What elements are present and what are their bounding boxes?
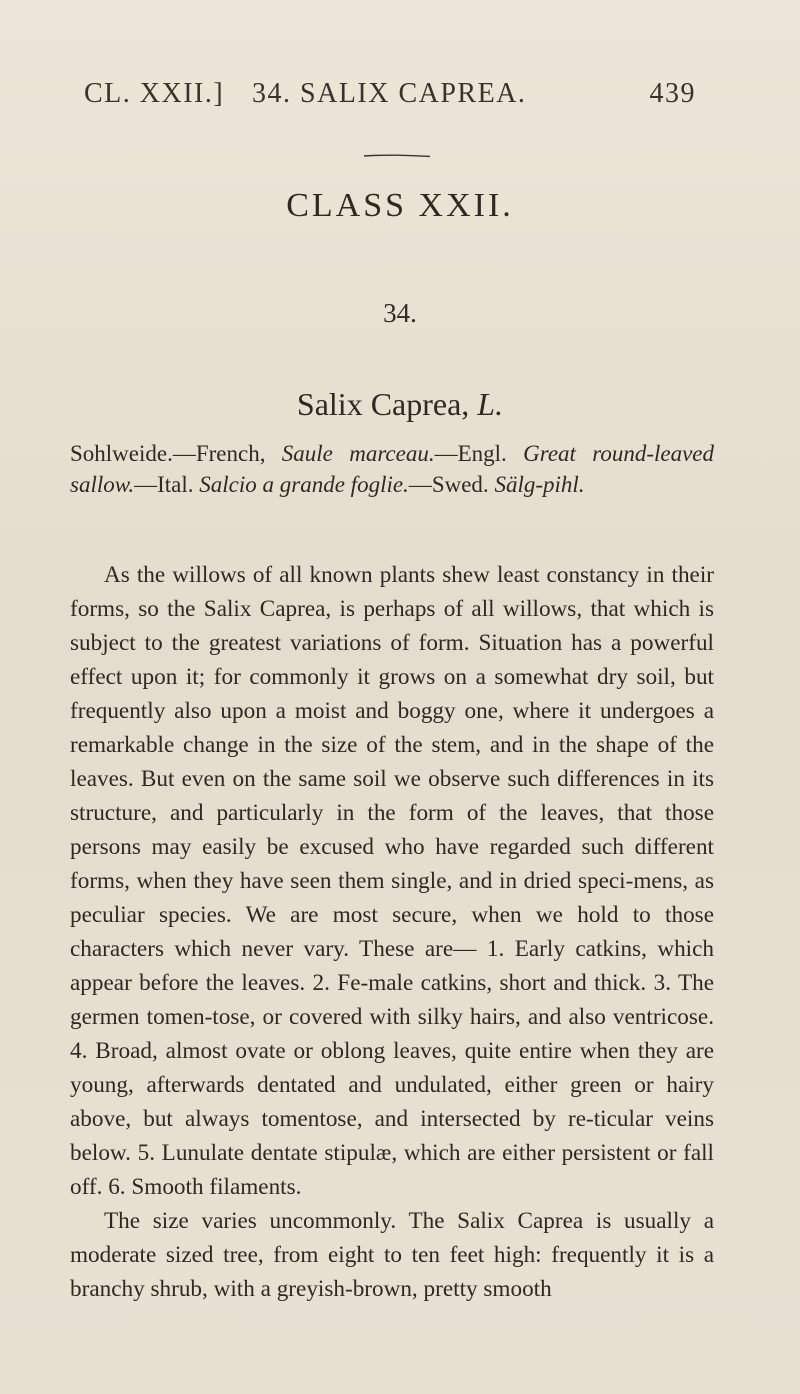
body-paragraph: The size varies uncommonly. The Salix Caprea is usually a moderate sized tree, from eight to ten feet high: frequently it is a branchy shrub, with a greyish-brown, pretty smooth xyxy=(70,1208,714,1302)
synonym-swedish-label: —Swed. xyxy=(408,472,489,497)
body-text xyxy=(70,558,714,1306)
running-head xyxy=(84,78,696,118)
synonym-french: Saule marceau. xyxy=(281,441,435,466)
species-author: L. xyxy=(477,386,504,422)
body-paragraph: As the willows of all known plants shew least constancy in their forms, so the Salix Caprea, is perhaps of all willows, that which is subject to the greatest variations of form. Situation has a powerful effect upon it; for commonly it grows on a somewhat dry soil, but frequently also upon a moist and boggy one, where it undergoes a remarkable change in the size of the stem, and in the shape of the leaves. But even on the same soil we observe such differences in its structure, and particularly in the form of the leaves, that those persons may easily be excused who have regarded such different forms, when they have seen them single, and in dried speci-mens, as peculiar species. We are most secure, when we hold to those characters which never vary. These are— 1. Early catkins, which appear before the leaves. 2. Fe-male catkins, short and thick. 3. The germen tomen-tose, or covered with silky hairs, and also ventricose. 4. Broad, almost ovate or oblong leaves, quite entire when they are young, afterwards dentated and undulated, either green or hairy above, but always tomentose, and intersected by re-ticular veins below. 5. Lunulate dentate stipulæ, which are either persistent or fall off. 6. Smooth filaments. xyxy=(70,562,714,1200)
synonyms-paragraph xyxy=(70,438,714,500)
synonym-english: Great round-leaved sallow. xyxy=(70,441,715,497)
synonym-english-label: —Engl. xyxy=(434,441,507,466)
synonym-italian: Salcio a grande foglie. xyxy=(199,472,409,497)
synonym-swedish: Sälg-pihl. xyxy=(494,472,585,497)
running-head-class: CL. XXII.] xyxy=(84,78,225,109)
class-heading: CLASS XXII. xyxy=(286,187,514,224)
synonym-german: Sohlweide.—French, xyxy=(70,441,266,466)
species-heading xyxy=(0,386,800,423)
divider-line-icon xyxy=(364,154,430,158)
species-name: Salix Caprea, xyxy=(296,386,470,422)
synonym-italian-label: —Ital. xyxy=(134,472,194,497)
running-head-title: 34. SALIX CAPREA. xyxy=(252,78,527,109)
ornamental-divider xyxy=(364,154,430,158)
page-number: 439 xyxy=(649,78,696,109)
section-number: 34. xyxy=(383,298,417,328)
